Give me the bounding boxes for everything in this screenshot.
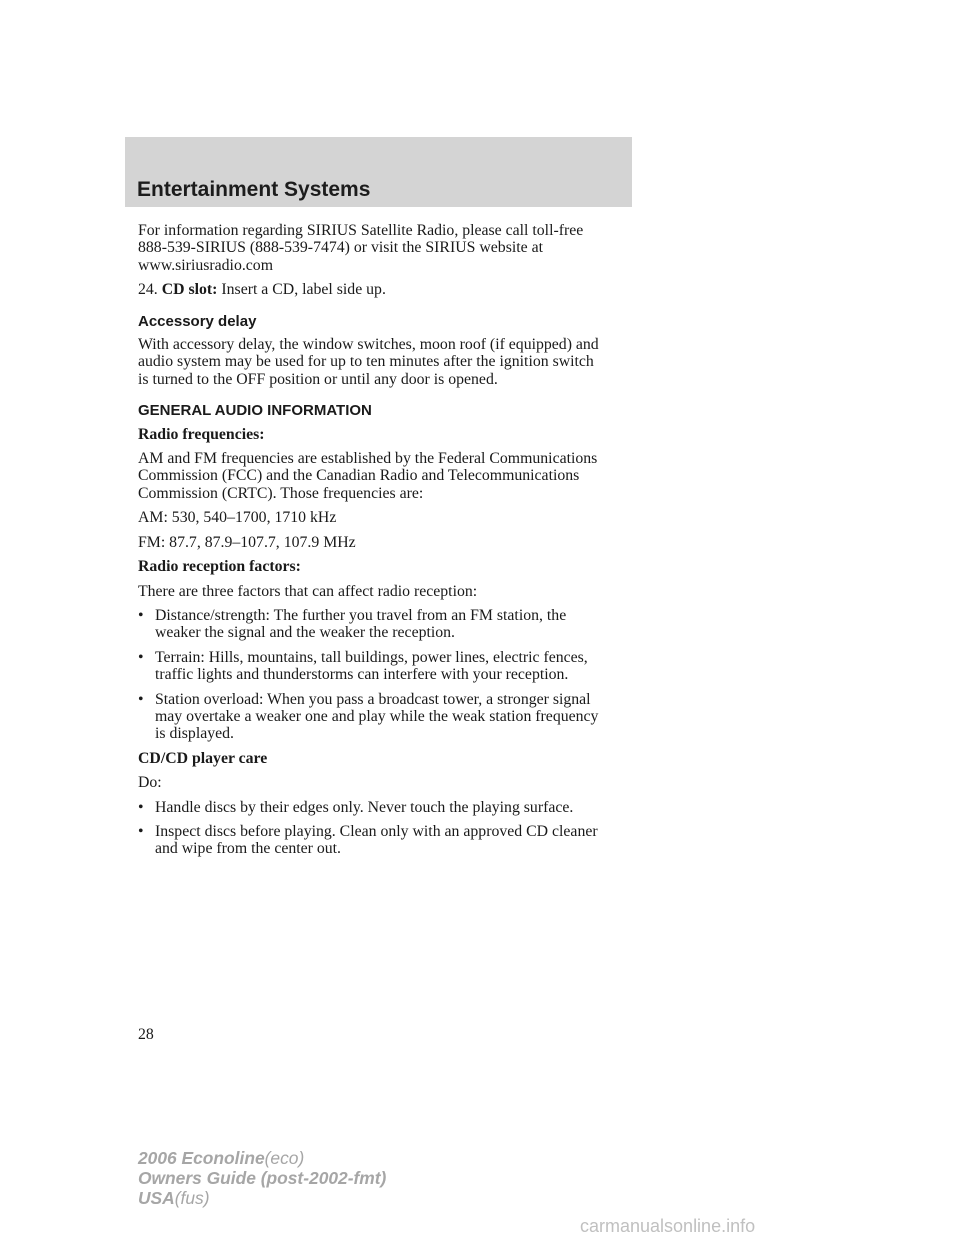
footer-line: Owners Guide (post-2002-fmt) bbox=[138, 1168, 387, 1188]
sirius-info-line: For information regarding SIRIUS Satellite Radio, please call toll-free bbox=[138, 222, 584, 239]
footer-model-code: (eco) bbox=[264, 1148, 305, 1168]
list-item-line: Handle discs by their edges only. Never touch the playing surface. bbox=[155, 798, 574, 816]
reception-factors-heading: Radio reception factors: bbox=[138, 558, 301, 576]
bullet-icon: • bbox=[138, 648, 144, 666]
sirius-info-line: 888-539-SIRIUS (888-539-7474) or visit the SIRIUS website at bbox=[138, 239, 543, 257]
list-item bbox=[138, 799, 658, 816]
paragraph-line: Commission (FCC) and the Canadian Radio and Telecommunications bbox=[138, 467, 580, 485]
bullet-icon: • bbox=[138, 822, 144, 840]
sirius-website: www.siriusradio.com bbox=[138, 256, 273, 274]
paragraph-line: Commission (CRTC). Those frequencies are: bbox=[138, 484, 424, 502]
item-number: 24. bbox=[138, 281, 158, 299]
cd-care-do-label: Do: bbox=[138, 774, 162, 792]
page-number: 28 bbox=[138, 1026, 154, 1043]
list-item-line: Terrain: Hills, mountains, tall buildings, power lines, electric fences, bbox=[155, 648, 588, 666]
cd-care-heading: CD/CD player care bbox=[138, 749, 268, 767]
list-item-line: traffic lights and thunderstorms can interfere with your reception. bbox=[155, 666, 569, 684]
sirius-info-paragraph bbox=[138, 222, 658, 274]
list-item bbox=[138, 691, 658, 743]
list-item bbox=[138, 649, 658, 684]
footer-market: USA bbox=[138, 1188, 175, 1208]
paragraph-line: is turned to the OFF position or until any door is opened. bbox=[138, 370, 498, 388]
accessory-delay-heading: Accessory delay bbox=[138, 312, 257, 330]
radio-frequencies-heading: Radio frequencies: bbox=[138, 425, 265, 443]
list-item bbox=[138, 823, 658, 858]
list-item-line: weaker the signal and the weaker the reception. bbox=[155, 624, 456, 642]
footer-line bbox=[138, 1188, 386, 1208]
list-item-line: may overtake a weaker one and play while the weak station frequency bbox=[155, 707, 599, 725]
list-item-line: is displayed. bbox=[155, 725, 234, 743]
paragraph-line: With accessory delay, the window switches, moon roof (if equipped) and bbox=[138, 336, 599, 354]
paragraph-line: audio system may be used for up to ten minutes after the ignition switch bbox=[138, 353, 594, 371]
fm-frequencies: FM: 87.7, 87.9–107.7, 107.9 MHz bbox=[138, 533, 356, 551]
list-item-line: Inspect discs before playing. Clean only with an approved CD cleaner bbox=[155, 822, 598, 840]
watermark-text: carmanualsonline.info bbox=[580, 1216, 756, 1236]
section-title: Entertainment Systems bbox=[137, 178, 371, 201]
list-item-line: and wipe from the center out. bbox=[155, 840, 341, 858]
footer-model: 2006 Econoline bbox=[138, 1148, 265, 1168]
bullet-icon: • bbox=[138, 606, 144, 624]
list-item-line: Station overload: When you pass a broadcast tower, a stronger signal bbox=[155, 690, 591, 708]
bullet-icon: • bbox=[138, 798, 144, 816]
footer-line bbox=[138, 1148, 386, 1168]
cd-slot-item bbox=[138, 281, 658, 298]
page-content bbox=[138, 222, 658, 865]
cd-slot-text: Insert a CD, label side up. bbox=[221, 281, 386, 299]
footer-market-code: (fus) bbox=[174, 1188, 210, 1208]
am-frequencies: AM: 530, 540–1700, 1710 kHz bbox=[138, 509, 337, 527]
reception-factors-intro: There are three factors that can affect radio reception: bbox=[138, 582, 478, 600]
radio-frequencies-paragraph bbox=[138, 450, 658, 502]
document-footer bbox=[138, 1148, 386, 1208]
accessory-delay-paragraph bbox=[138, 336, 658, 388]
list-item-line: Distance/strength: The further you travel from an FM station, the bbox=[155, 606, 567, 624]
general-audio-heading: GENERAL AUDIO INFORMATION bbox=[138, 402, 372, 420]
cd-slot-label: CD slot: bbox=[161, 281, 218, 299]
paragraph-line: AM and FM frequencies are established by the Federal Communications bbox=[138, 450, 598, 468]
bullet-icon: • bbox=[138, 690, 144, 708]
section-header-band bbox=[125, 137, 632, 207]
list-item bbox=[138, 607, 658, 642]
